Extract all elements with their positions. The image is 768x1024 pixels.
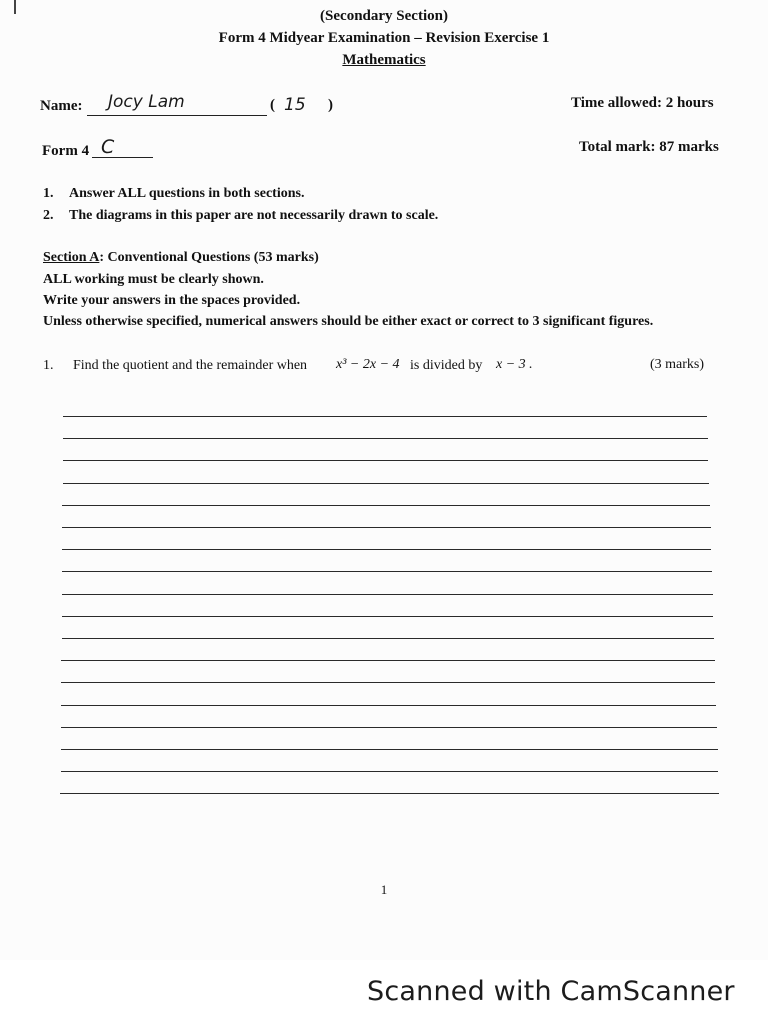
instruction-text: The diagrams in this paper are not necessarily drawn to scale. xyxy=(69,208,439,223)
class-number-handwritten: 15 xyxy=(284,95,306,115)
answer-line xyxy=(62,571,712,572)
answer-line xyxy=(62,594,713,595)
question-number: 1. xyxy=(43,358,54,373)
header-exam-title: Form 4 Midyear Examination – Revision Exercise 1 xyxy=(218,30,550,46)
form-label: Form 4 xyxy=(42,143,90,159)
answer-line xyxy=(61,660,714,661)
answer-line xyxy=(61,749,718,750)
section-a-label: Section A xyxy=(43,250,100,265)
section-a-note: Write your answers in the spaces provided. xyxy=(43,293,301,308)
answer-line xyxy=(62,527,710,528)
instruction-number: 2. xyxy=(43,208,54,223)
answer-line xyxy=(63,460,709,461)
section-a-title: : Conventional Questions (53 marks) xyxy=(99,250,319,265)
form-class-handwritten: C xyxy=(101,136,115,158)
answer-line xyxy=(62,549,711,550)
name-handwritten: Jocy Lam xyxy=(108,92,185,112)
page-number: 1 xyxy=(380,882,388,897)
question-text-middle: is divided by xyxy=(410,358,483,373)
answer-line xyxy=(60,793,718,794)
name-label: Name: xyxy=(40,98,83,114)
answer-line xyxy=(62,638,715,639)
section-a-heading xyxy=(43,250,319,266)
answer-line xyxy=(63,416,707,417)
instruction-text: Answer ALL questions in both sections. xyxy=(69,186,305,201)
total-mark: Total mark: 87 marks xyxy=(579,139,719,155)
question-dividend-expression: x³ − 2x − 4 xyxy=(336,357,400,372)
question-marks: (3 marks) xyxy=(650,357,705,372)
section-a-note: ALL working must be clearly shown. xyxy=(43,272,264,287)
answer-line xyxy=(63,438,708,439)
camscanner-watermark: Scanned with CamScanner xyxy=(367,976,735,1007)
answer-line xyxy=(61,705,716,706)
instruction-number: 1. xyxy=(43,186,54,201)
question-text: Find the quotient and the remainder when xyxy=(73,358,308,373)
header-subject: Mathematics xyxy=(342,52,426,68)
answer-line xyxy=(61,727,717,728)
name-underline xyxy=(87,115,267,116)
class-number-close-paren: ) xyxy=(328,97,333,113)
class-number-open-paren: ( xyxy=(270,97,275,113)
answer-line xyxy=(62,505,709,506)
header-section: (Secondary Section) xyxy=(320,8,448,24)
answer-line xyxy=(61,771,719,772)
answer-line xyxy=(61,682,715,683)
answer-line xyxy=(62,616,714,617)
question-divisor-expression: x − 3 . xyxy=(496,357,533,372)
section-a-note: Unless otherwise specified, numerical answers should be either exact or correct to 3 significant figures. xyxy=(43,314,654,329)
answer-line xyxy=(63,483,710,484)
time-allowed: Time allowed: 2 hours xyxy=(571,95,714,111)
